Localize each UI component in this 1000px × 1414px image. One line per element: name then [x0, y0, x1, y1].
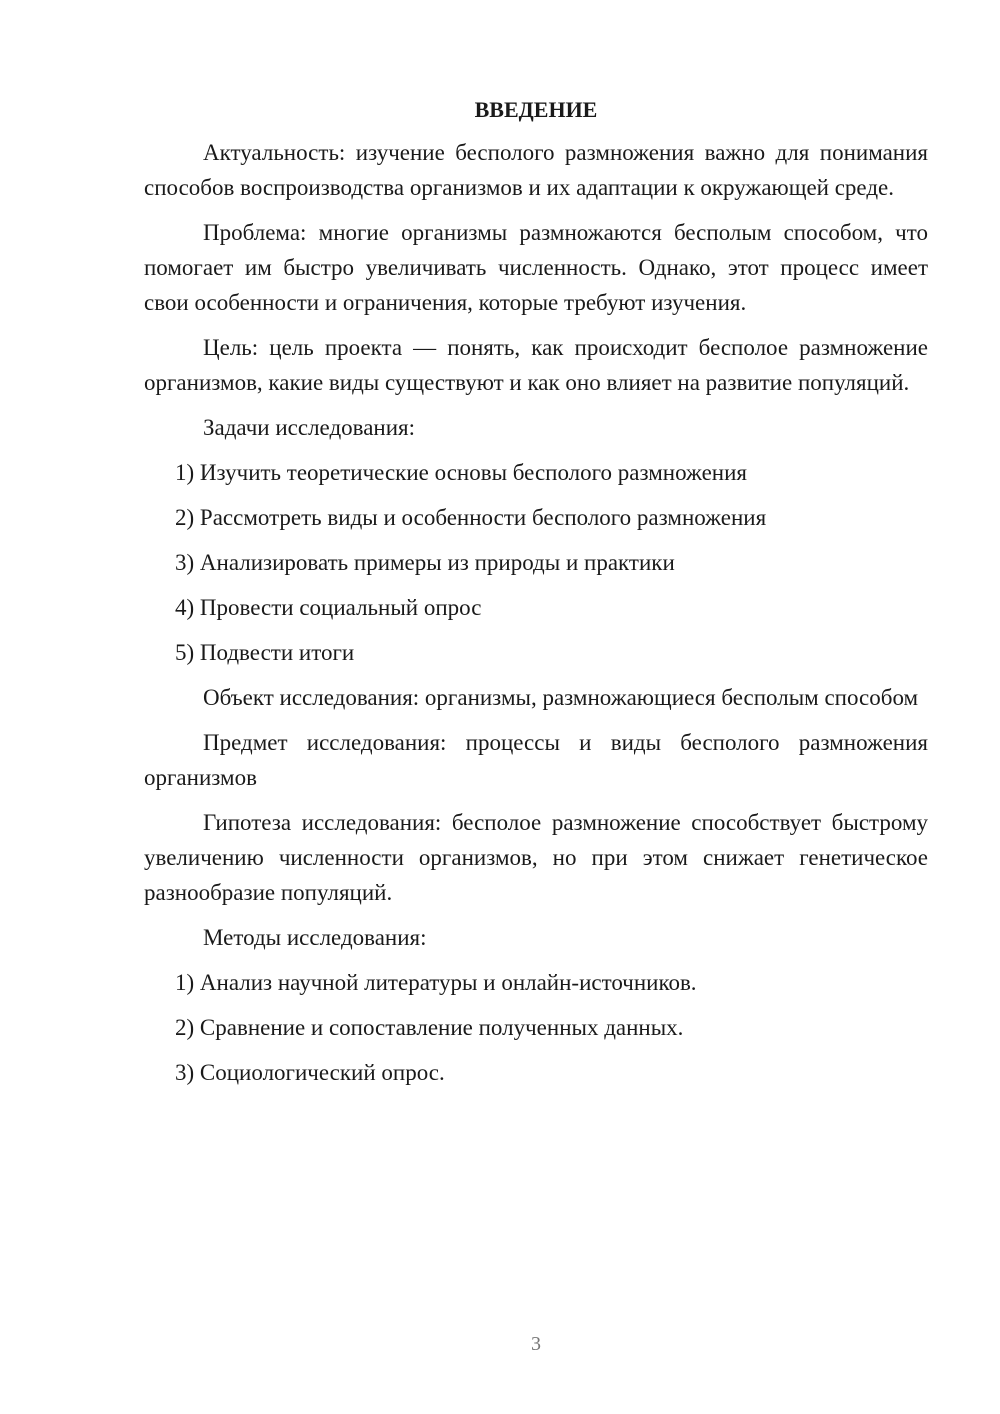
relevance-paragraph: Актуальность: изучение бесполого размножения важно для понимания способов воспроизводства организмов и их адаптации к окружающей среде. [144, 140, 928, 200]
goal-paragraph: Цель: цель проекта — понять, как происходит бесполое размножение организмов, какие виды существуют и как оно влияет на развитие популяций. [144, 335, 928, 395]
page-number: 3 [531, 1333, 541, 1355]
problem-paragraph: Проблема: многие организмы размножаются бесполым способом, что помогает им быстро увеличивать численность. Однако, этот процесс имеет свои особенности и ограничения, которые требуют изучения. [144, 220, 928, 315]
hypothesis-paragraph: Гипотеза исследования: бесполое размножение способствует быстрому увеличению численности организмов, но при этом снижает генетическое разнообразие популяций. [144, 810, 928, 905]
method-item: 3) Социологический опрос. [175, 1060, 445, 1085]
object-paragraph: Объект исследования: организмы, размножающиеся бесполым способом [203, 685, 919, 710]
method-item: 1) Анализ научной литературы и онлайн-источников. [175, 970, 697, 995]
methods-label: Методы исследования: [203, 925, 427, 950]
task-item: 4) Провести социальный опрос [175, 595, 482, 620]
task-item: 1) Изучить теоретические основы бесполого размножения [175, 460, 748, 485]
section-title: ВВЕДЕНИЕ [474, 97, 598, 122]
task-item: 5) Подвести итоги [175, 640, 355, 665]
method-item: 2) Сравнение и сопоставление полученных данных. [175, 1015, 684, 1040]
tasks-label: Задачи исследования: [203, 415, 416, 440]
task-item: 2) Рассмотреть виды и особенности бесполого размножения [175, 505, 767, 530]
task-item: 3) Анализировать примеры из природы и практики [175, 550, 675, 575]
document-body [144, 92, 928, 1100]
subject-paragraph: Предмет исследования: процессы и виды бесполого размножения организмов [144, 730, 928, 790]
